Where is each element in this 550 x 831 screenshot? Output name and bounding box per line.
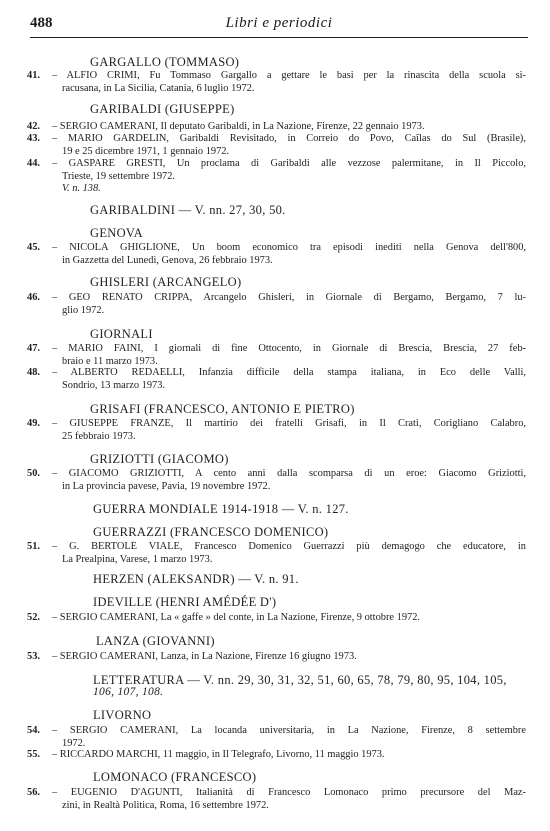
bibliography-entry (27, 121, 526, 134)
section-heading: GARIBALDINI — V. nn. 27, 30, 50. (90, 203, 286, 217)
entry-line: V. n. 138. (62, 183, 101, 194)
entry-line: zini, in Realtà Politica, Roma, 16 settembre 1972. (62, 799, 269, 811)
section-heading: GHISLERI (ARCANGELO) (90, 275, 242, 289)
bibliography-entry (27, 725, 526, 750)
bibliography-entry (27, 242, 526, 267)
entry-line: – ALFIO CRIMI, Fu Tommaso Gargallo a gettare le basi per la rinascita della scuola si- (52, 70, 526, 81)
entry-line: 19 e 25 dicembre 1971, 1 gennaio 1972. (62, 145, 230, 157)
entry-number: 50. (27, 468, 40, 479)
entry-number: 47. (27, 343, 40, 354)
entry-line: 25 febbraio 1973. (62, 430, 136, 442)
entry-line: – EUGENIO D'AGUNTI, Italianità di Francesco Lomonaco primo precursore del Maz- (52, 787, 526, 798)
entry-line: glio 1972. (62, 304, 105, 316)
section-heading: GUERRAZZI (FRANCESCO DOMENICO) (93, 525, 329, 539)
page-number: 488 (30, 15, 53, 31)
bibliography-entry (27, 787, 526, 812)
entry-number: 56. (27, 787, 40, 798)
entry-number: 44. (27, 158, 40, 169)
bibliography-entry (27, 651, 526, 664)
entry-line: – SERGIO CAMERANI, La « gaffe » del conte, in La Nazione, Firenze, 9 ottobre 1972. (52, 612, 421, 623)
bibliography-entry (27, 541, 526, 566)
entry-line: – GIACOMO GRIZIOTTI, A cento anni dalla scomparsa di un eroe: Giacomo Griziotti, (52, 468, 526, 479)
section-heading: HERZEN (ALEKSANDR) — V. n. 91. (93, 572, 299, 586)
section-heading-continuation: 106, 107, 108. (93, 686, 164, 698)
entry-number: 46. (27, 292, 40, 303)
section-heading: LIVORNO (93, 708, 152, 722)
running-title: Libri e periodici (225, 15, 333, 31)
bibliography-entry (27, 612, 526, 625)
section-heading: GARGALLO (TOMMASO) (90, 55, 240, 69)
entry-line: – MARIO FAINI, I giornali di fine Ottocento, in Giornale di Brescia, Brescia, 27 feb- (52, 343, 526, 354)
running-head (30, 15, 528, 35)
entry-line: 1972. (62, 737, 86, 749)
bibliography-entry (27, 749, 526, 762)
entry-number: 53. (27, 651, 40, 662)
entry-line: – SERGIO CAMERANI, Il deputato Garibaldi, in La Nazione, Firenze, 22 gennaio 1973. (52, 121, 425, 132)
header-rule (30, 37, 528, 38)
section-heading: LANZA (GIOVANNI) (96, 634, 215, 648)
entry-number: 41. (27, 70, 40, 81)
entry-number: 48. (27, 367, 40, 378)
entry-line: in La provincia pavese, Pavia, 19 novembre 1972. (62, 480, 271, 492)
entry-line: Sondrio, 13 marzo 1973. (62, 379, 166, 391)
entry-line: – SERGIO CAMERANI, La locanda universitaria, in La Nazione, Firenze, 8 settembre (52, 725, 526, 736)
entry-line: La Prealpina, Varese, 1 marzo 1973. (62, 553, 213, 565)
bibliography-entry (27, 70, 526, 95)
bibliography-entry (27, 343, 526, 368)
entry-line: – RICCARDO MARCHI, 11 maggio, in Il Telegrafo, Livorno, 11 maggio 1973. (52, 749, 385, 760)
entry-line: – GEO RENATO CRIPPA, Arcangelo Ghisleri, in Giornale di Bergamo, Bergamo, 7 lu- (52, 292, 526, 303)
bibliography-entry (27, 367, 526, 392)
entry-line: – NICOLA GHIGLIONE, Un boom economico tra episodi inediti nella Genova dell'800, (52, 242, 526, 253)
bibliography-entry (27, 292, 526, 317)
bibliography-entry (27, 133, 526, 158)
entry-number: 42. (27, 121, 40, 132)
section-heading: GARIBALDI (GIUSEPPE) (90, 102, 235, 116)
entry-line: – GASPARE GRESTI, Un proclama di Garibaldi alle vezzose palermitane, in Il Piccolo, (52, 158, 526, 169)
entry-number: 55. (27, 749, 40, 760)
entry-line: in Gazzetta del Lunedì, Genova, 26 febbraio 1973. (62, 254, 273, 266)
entry-number: 52. (27, 612, 40, 623)
bibliography-entry (27, 468, 526, 493)
section-heading: GRIZIOTTI (GIACOMO) (90, 452, 229, 466)
section-heading: IDEVILLE (HENRI AMÉDÉE D') (93, 595, 277, 609)
section-heading: LETTERATURA — V. nn. 29, 30, 31, 32, 51, 60, 65, 78, 79, 80, 95, 104, 105, (93, 673, 507, 687)
entry-line: – MARIO GARDELIN, Garibaldi Revisitado, in Correio do Povo, Caîlas do Sul (Brasile), (52, 133, 526, 144)
bibliography-entry (27, 158, 526, 196)
entry-line: racusana, in La Sicilia, Catania, 6 luglio 1972. (62, 82, 255, 94)
entry-number: 45. (27, 242, 40, 253)
entry-line: – SERGIO CAMERANI, Lanza, in La Nazione, Firenze 16 giugno 1973. (52, 651, 357, 662)
entry-line: – G. BERTOLÉ VIALE, Francesco Domenico Guerrazzi più demagogo che educatore, in (52, 541, 526, 552)
entry-number: 49. (27, 418, 40, 429)
section-heading: LOMONACO (FRANCESCO) (93, 770, 257, 784)
section-heading: GRISAFI (FRANCESCO, ANTONIO E PIETRO) (90, 402, 355, 416)
section-heading: GUERRA MONDIALE 1914-1918 — V. n. 127. (93, 502, 349, 516)
entry-number: 54. (27, 725, 40, 736)
entry-number: 51. (27, 541, 40, 552)
entry-line: – ALBERTO REDAELLI, Infanzia difficile della stampa italiana, in Eco delle Valli, (52, 367, 526, 378)
bibliography-entry (27, 418, 526, 443)
entry-line: braio e 11 marzo 1973. (62, 355, 158, 367)
section-heading: GENOVA (90, 226, 143, 240)
entry-line: – GIUSEPPE FRANZE, Il martirio dei fratelli Grisafi, in Il Crati, Corigliano Calabro, (52, 418, 526, 429)
entry-number: 43. (27, 133, 40, 144)
entry-line: Trieste, 19 settembre 1972. (62, 170, 176, 182)
section-heading: GIORNALI (90, 327, 153, 341)
